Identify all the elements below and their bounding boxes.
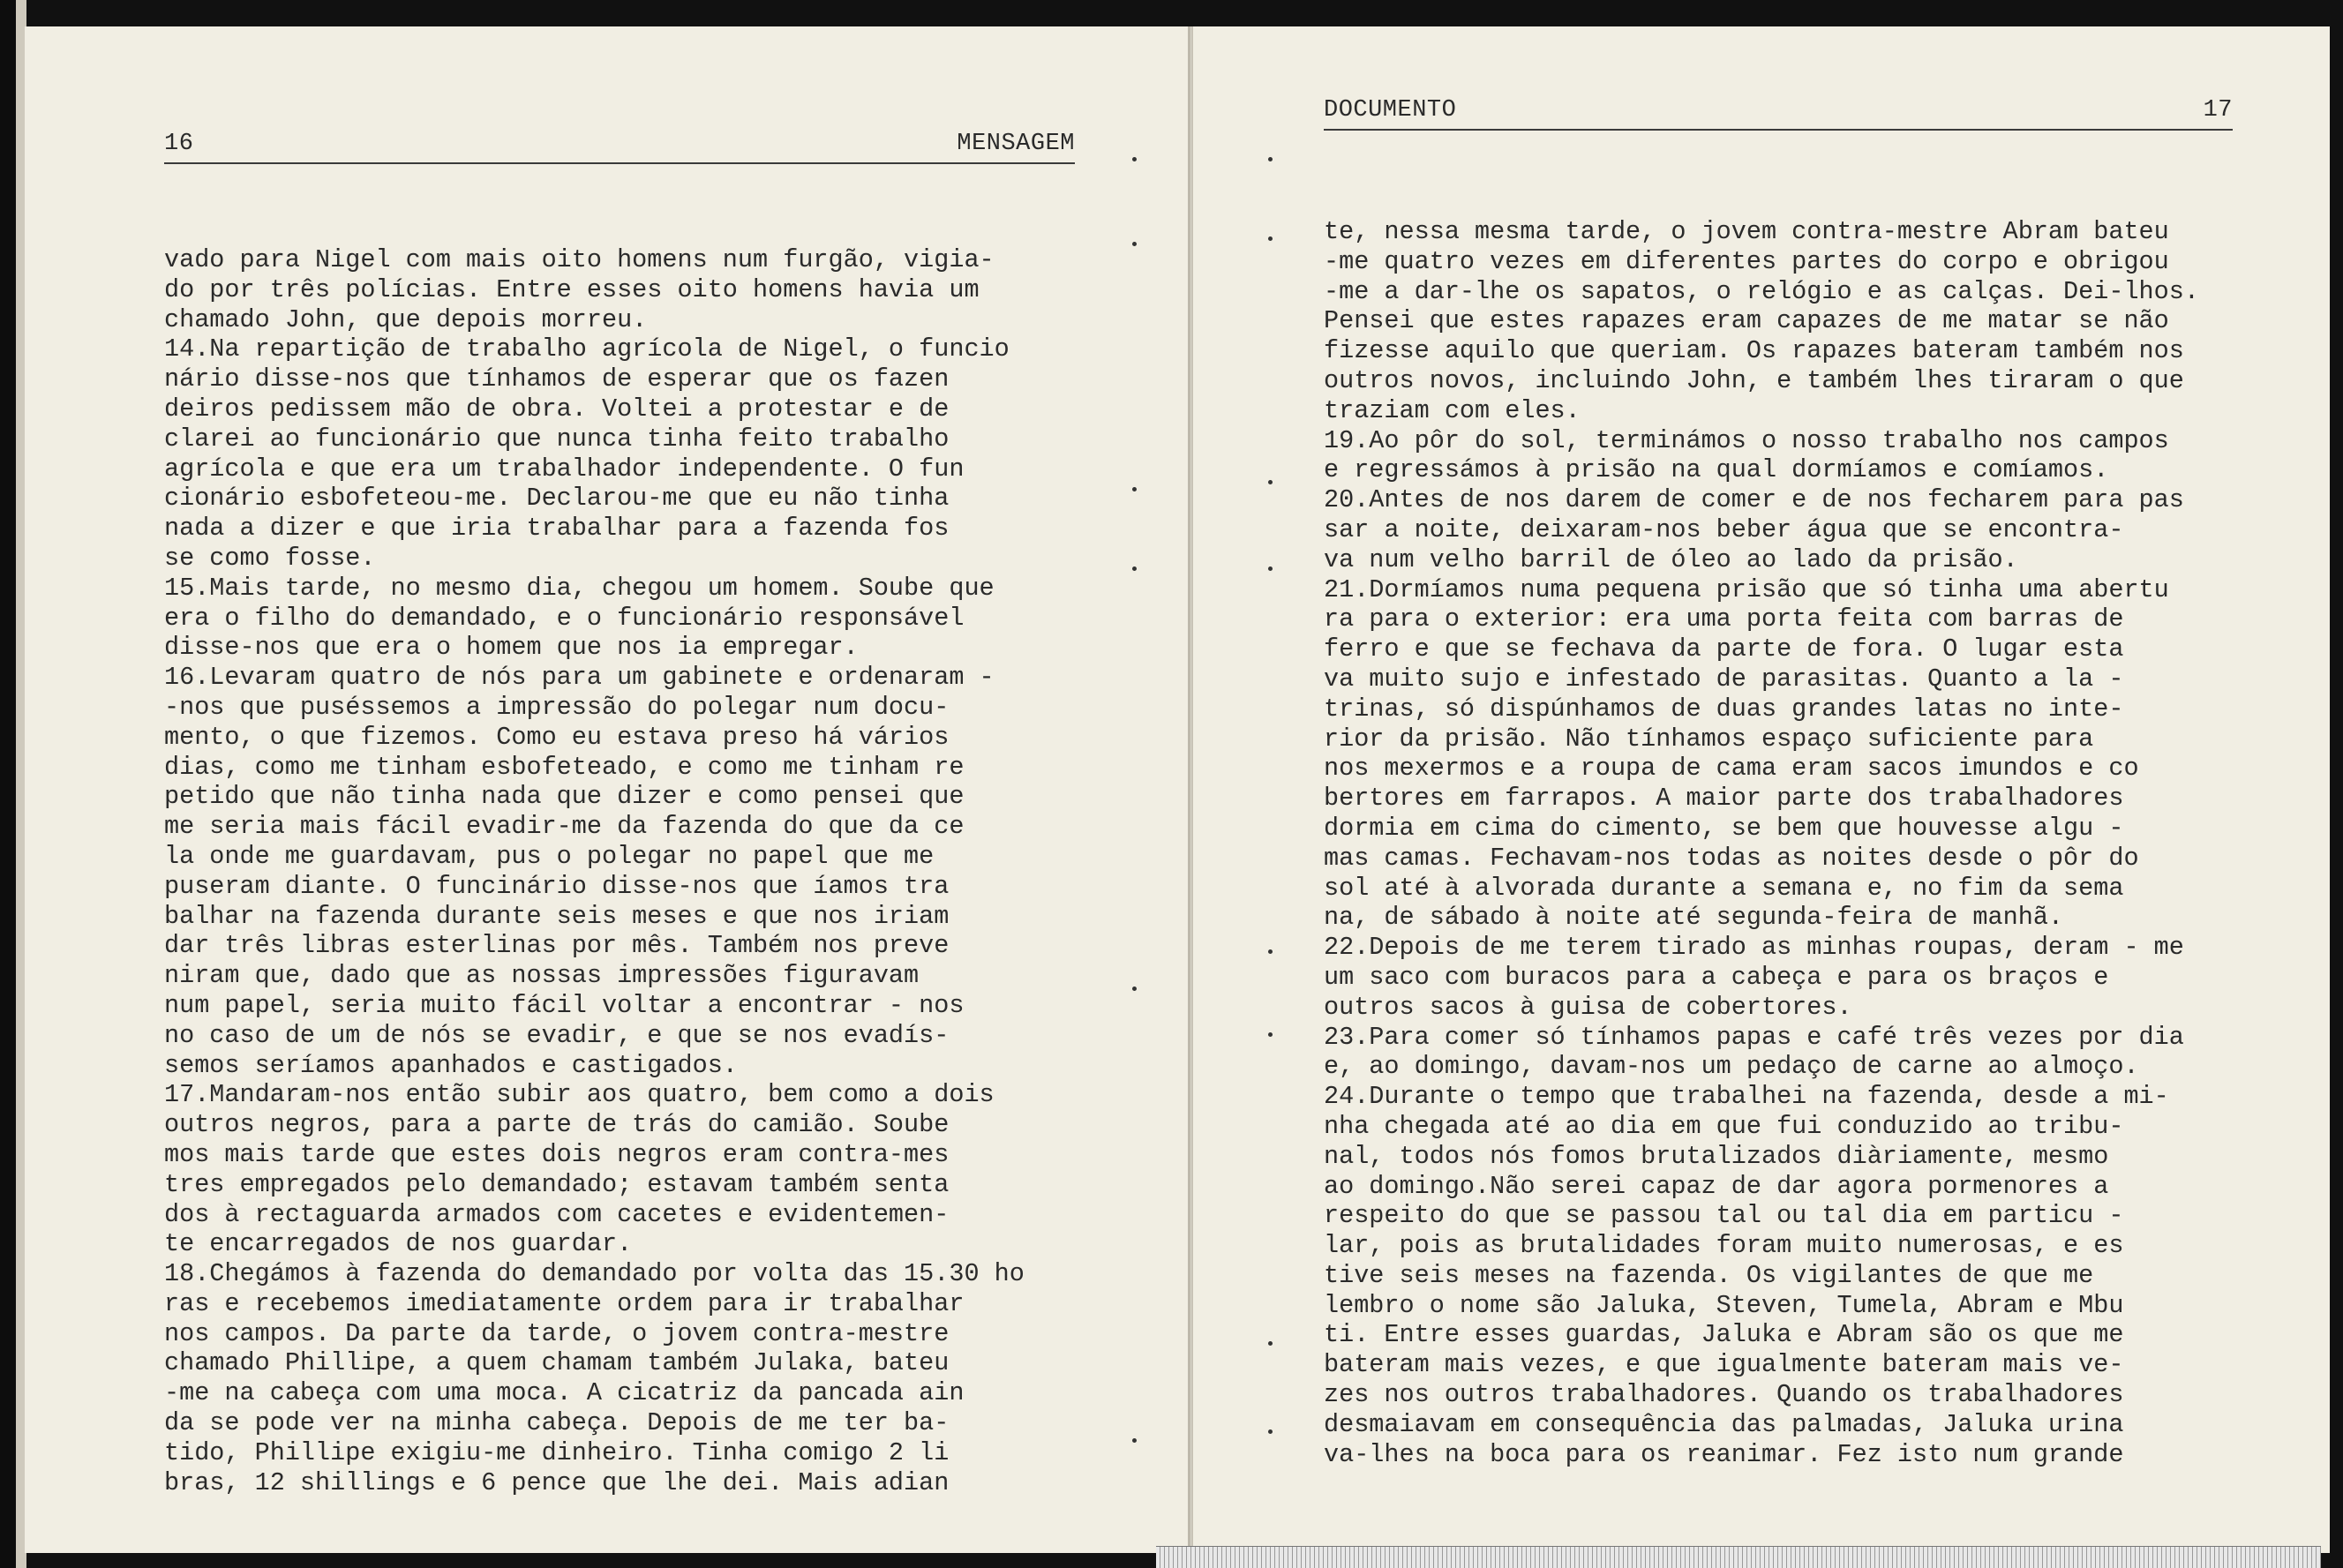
text-line: semos seríamos apanhados e castigados. [164,1050,738,1080]
text-line: respeito do que se passou tal ou tal dia em particu - [1324,1201,2124,1231]
text-line: ras e recebemos imediatamente ordem para ir trabalhar [164,1288,965,1318]
text-line: 18.Chegámos à fazenda do demandado por volta das 15.30 ho [164,1259,1025,1289]
text-line: va-lhes na boca para os reanimar. Fez isto num grande [1324,1439,2124,1469]
text-line: lembro o nome são Jaluka, Steven, Tumela, Abram e Mbu [1324,1290,2124,1320]
text-line: era o filho do demandado, e o funcionário responsável [164,603,965,633]
right-page-number: 17 [2203,97,2233,124]
text-line: petido que não tinha nada que dizer e como pensei que [164,782,965,812]
text-line: disse-nos que era o homem que nos ia empregar. [164,633,859,663]
text-line: zes nos outros trabalhadores. Quando os trabalhadores [1324,1380,2124,1410]
text-line: te, nessa mesma tarde, o jovem contra-mestre Abram bateu [1324,217,2169,246]
text-line: 21.Dormíamos numa pequena prisão que só tinha uma abertu [1324,574,2169,604]
text-line: ra para o exterior: era uma porta feita com barras de [1324,604,2124,634]
text-line: no caso de um de nós se evadir, e que se nos evadís- [164,1020,950,1050]
right-running-header: DOCUMENTO [1324,97,1457,124]
text-line: dar três libras esterlinas por mês. Também nos preve [164,931,950,961]
text-line: bras, 12 shillings e 6 pence que lhe dei. Mais adian [164,1467,950,1497]
text-line: -me a dar-lhe os sapatos, o relógio e as calças. Dei-lhos. [1324,276,2199,306]
text-line: 15.Mais tarde, no mesmo dia, chegou um homem. Soube que [164,573,995,603]
left-page-number: 16 [164,131,194,157]
text-line: niram que, dado que as nossas impressões figuravam [164,961,920,991]
text-line: outros negros, para a parte de trás do camião. Soube [164,1110,950,1140]
text-line: nos campos. Da parte da tarde, o jovem contra-mestre [164,1318,950,1348]
text-line: um saco com buracos para a cabeça e para os braços e [1324,962,2109,992]
text-line: balhar na fazenda durante seis meses e que nos iriam [164,901,950,931]
text-line: vado para Nigel com mais oito homens num furgão, vigia- [164,245,995,274]
text-line: e regressámos à prisão na qual dormíamos e comíamos. [1324,455,2109,485]
text-line: 24.Durante o tempo que trabalhei na fazenda, desde a mi- [1324,1082,2169,1112]
text-line: 20.Antes de nos darem de comer e de nos fecharem para pas [1324,485,2184,515]
text-line: va muito sujo e infestado de parasitas. Quanto a la - [1324,664,2124,694]
text-line: outros sacos à guisa de cobertores. [1324,992,1852,1022]
text-line: fizesse aquilo que queriam. Os rapazes bateram também nos [1324,336,2184,366]
text-line: puseram diante. O funcinário disse-nos que íamos tra [164,871,950,901]
text-line: la onde me guardavam, pus o polegar no papel que me [164,841,935,871]
text-line: 16.Levaram quatro de nós para um gabinete e ordenaram - [164,663,995,693]
text-line: -me na cabeça com uma moca. A cicatriz da pancada ain [164,1378,965,1408]
text-line: ao domingo.Não serei capaz de dar agora pormenores a [1324,1171,2109,1201]
left-running-head [164,131,1075,164]
text-line: e, ao domingo, davam-nos um pedaço de carne ao almoço. [1324,1052,2139,1082]
text-line: do por três polícias. Entre esses oito homens havia um [164,274,980,304]
text-line: nos mexermos e a roupa de cama eram sacos imundos e co [1324,754,2139,784]
text-line: trinas, só dispúnhamos de duas grandes latas no inte- [1324,694,2124,724]
right-binding-holes [1268,26,1273,1553]
text-line: 14.Na repartição de trabalho agrícola de Nigel, o funcio [164,334,1010,364]
left-binding-holes [1132,26,1138,1553]
text-line: outros novos, incluindo John, e também lhes tiraram o que [1324,365,2184,395]
text-line: 23.Para comer só tínhamos papas e café três vezes por dia [1324,1022,2184,1052]
right-page [1191,26,2330,1553]
text-line: tres empregados pelo demandado; estavam também senta [164,1169,950,1199]
book-edge [0,0,26,1568]
text-line: traziam com eles. [1324,395,1581,425]
text-line: va num velho barril de óleo ao lado da prisão. [1324,544,2018,574]
text-line: 19.Ao pôr do sol, terminámos o nosso trabalho nos campos [1324,425,2169,455]
text-line: ti. Entre esses guardas, Jaluka e Abram são os que me [1324,1320,2124,1350]
text-line: dormia em cima do cimento, se bem que houvesse algu - [1324,813,2124,843]
text-line: sar a noite, deixaram-nos beber água que se encontra- [1324,514,2124,544]
text-line: bertores em farrapos. A maior parte dos trabalhadores [1324,784,2124,814]
text-line: Pensei que estes rapazes eram capazes de me matar se não [1324,306,2169,336]
text-line: te encarregados de nos guardar. [164,1229,633,1259]
left-running-header: MENSAGEM [957,131,1075,157]
text-line: nha chegada até ao dia em que fui conduzido ao tribu- [1324,1111,2124,1141]
text-line: sol até à alvorada durante a semana e, no fim da sema [1324,873,2124,903]
text-line: clarei ao funcionário que nunca tinha feito trabalho [164,424,950,454]
left-page [25,26,1190,1553]
text-line: bateram mais vezes, e que igualmente bateram mais ve- [1324,1350,2124,1380]
right-running-head [1324,97,2233,131]
text-line: me seria mais fácil evadir-me da fazenda do que da ce [164,812,965,842]
color-scale-strip [1156,1546,2321,1568]
text-line: lar, pois as brutalidades foram muito numerosas, e es [1324,1231,2124,1261]
text-line: deiros pedissem mão de obra. Voltei a protestar e de [164,394,950,424]
text-line: ferro e que se fechava da parte de fora. O lugar esta [1324,634,2124,664]
text-line: chamado Phillipe, a quem chamam também Julaka, bateu [164,1348,950,1378]
text-line: nal, todos nós fomos brutalizados diàriamente, mesmo [1324,1141,2109,1171]
text-line: -nos que puséssemos a impressão do polegar num docu- [164,692,950,722]
text-line: dos à rectaguarda armados com cacetes e evidentemen- [164,1199,950,1229]
text-line: desmaiavam em consequência das palmadas, Jaluka urina [1324,1409,2124,1439]
text-line: cionário esbofeteou-me. Declarou-me que eu não tinha [164,484,950,514]
text-line: nada a dizer e que iria trabalhar para a fazenda fos [164,514,950,544]
text-line: 17.Mandaram-nos então subir aos quatro, bem como a dois [164,1080,995,1110]
text-line: na, de sábado à noite até segunda-feira de manhã. [1324,903,2064,933]
text-line: da se pode ver na minha cabeça. Depois de me ter ba- [164,1408,950,1438]
text-line: tive seis meses na fazenda. Os vigilantes de que me [1324,1260,2094,1290]
text-line: num papel, seria muito fácil voltar a encontrar - nos [164,990,965,1020]
right-page-body [1324,217,2199,1469]
left-page-body [164,245,1025,1497]
text-line: 22.Depois de me terem tirado as minhas roupas, deram - me [1324,933,2184,963]
text-line: mos mais tarde que estes dois negros eram contra-mes [164,1139,950,1169]
text-line: chamado John, que depois morreu. [164,304,648,334]
text-line: tido, Phillipe exigiu-me dinheiro. Tinha comigo 2 li [164,1437,950,1467]
text-line: rior da prisão. Não tínhamos espaço suficiente para [1324,724,2094,754]
text-line: mento, o que fizemos. Como eu estava preso há vários [164,722,950,752]
text-line: dias, como me tinham esbofeteado, e como me tinham re [164,752,965,782]
text-line: se como fosse. [164,543,376,573]
book-spread [25,26,2328,1553]
text-line: mas camas. Fechavam-nos todas as noites desde o pôr do [1324,843,2139,873]
text-line: nário disse-nos que tínhamos de esperar que os fazen [164,364,950,394]
text-line: -me quatro vezes em diferentes partes do corpo e obrigou [1324,246,2169,276]
text-line: agrícola e que era um trabalhador independente. O fun [164,454,965,484]
